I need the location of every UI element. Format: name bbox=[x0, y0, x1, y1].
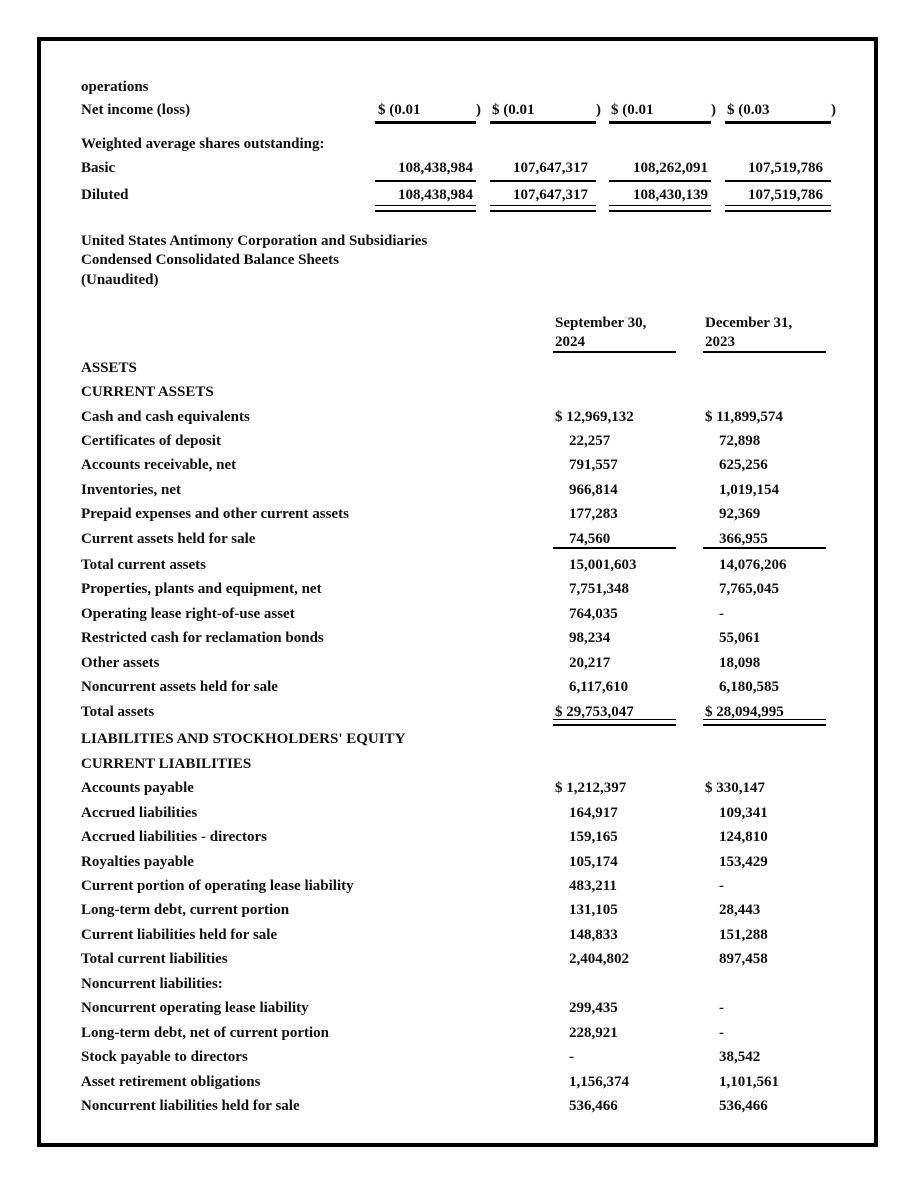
row-label: CURRENT LIABILITIES bbox=[81, 756, 252, 772]
net-income-paren: ) bbox=[831, 102, 836, 118]
net-income-paren: ) bbox=[711, 102, 716, 118]
value-sep-2024: $ 12,969,132 bbox=[555, 409, 634, 425]
diluted-value: 108,438,984 bbox=[398, 187, 473, 203]
diluted-value: 107,519,786 bbox=[748, 187, 823, 203]
double-underline bbox=[725, 205, 831, 212]
basic-value: 107,647,317 bbox=[513, 160, 588, 176]
underline bbox=[725, 121, 831, 124]
underline bbox=[609, 180, 711, 182]
row-label: Restricted cash for reclamation bonds bbox=[81, 630, 324, 646]
value-dec-2023: - bbox=[719, 1025, 724, 1041]
value-sep-2024: 764,035 bbox=[569, 606, 618, 622]
row-label: Total current liabilities bbox=[81, 951, 228, 967]
net-income-value: $ (0.03 bbox=[727, 102, 770, 118]
value-dec-2023: 55,061 bbox=[719, 630, 761, 646]
value-dec-2023: - bbox=[719, 1000, 724, 1016]
statement-title: Condensed Consolidated Balance Sheets bbox=[81, 252, 339, 268]
value-sep-2024: 131,105 bbox=[569, 902, 618, 918]
value-sep-2024: 105,174 bbox=[569, 854, 618, 870]
row-label: Noncurrent liabilities: bbox=[81, 976, 223, 992]
row-label: ASSETS bbox=[81, 360, 137, 376]
underline bbox=[375, 180, 476, 182]
row-label: Inventories, net bbox=[81, 482, 181, 498]
row-label: Accounts receivable, net bbox=[81, 457, 237, 473]
value-sep-2024: 228,921 bbox=[569, 1025, 618, 1041]
row-label: Accounts payable bbox=[81, 780, 194, 796]
row-label: Asset retirement obligations bbox=[81, 1074, 261, 1090]
value-sep-2024: 483,211 bbox=[569, 878, 617, 894]
value-sep-2024: 22,257 bbox=[569, 433, 611, 449]
row-label: Accrued liabilities bbox=[81, 805, 198, 821]
column-header-sep-year: 2024 bbox=[555, 334, 585, 350]
value-sep-2024: 791,557 bbox=[569, 457, 618, 473]
value-sep-2024: 536,466 bbox=[569, 1098, 618, 1114]
basic-value: 107,519,786 bbox=[748, 160, 823, 176]
header-underline bbox=[703, 351, 826, 353]
value-sep-2024: 299,435 bbox=[569, 1000, 618, 1016]
value-dec-2023: - bbox=[719, 606, 724, 622]
row-label: Long-term debt, current portion bbox=[81, 902, 290, 918]
value-dec-2023: 28,443 bbox=[719, 902, 761, 918]
value-sep-2024: 7,751,348 bbox=[569, 581, 629, 597]
value-sep-2024: 164,917 bbox=[569, 805, 618, 821]
row-label: Long-term debt, net of current portion bbox=[81, 1025, 330, 1041]
row-label: Total current assets bbox=[81, 557, 206, 573]
value-sep-2024: 2,404,802 bbox=[569, 951, 629, 967]
underline bbox=[490, 121, 596, 124]
value-dec-2023: 625,256 bbox=[719, 457, 768, 473]
value-sep-2024: $ 29,753,047 bbox=[555, 704, 634, 720]
underline bbox=[375, 121, 476, 124]
value-dec-2023: 18,098 bbox=[719, 655, 761, 671]
row-label: Royalties payable bbox=[81, 854, 194, 870]
value-dec-2023: 92,369 bbox=[719, 506, 761, 522]
row-label: Operating lease right-of-use asset bbox=[81, 606, 295, 622]
row-label: Noncurrent assets held for sale bbox=[81, 679, 278, 695]
value-dec-2023: 124,810 bbox=[719, 829, 768, 845]
subtotal-underline bbox=[553, 547, 676, 549]
column-header-dec: December 31, bbox=[705, 315, 793, 331]
value-sep-2024: 74,560 bbox=[569, 531, 611, 547]
row-label: Certificates of deposit bbox=[81, 433, 221, 449]
value-dec-2023: $ 11,899,574 bbox=[705, 409, 783, 425]
double-underline bbox=[490, 205, 596, 212]
underline bbox=[609, 121, 711, 124]
underline bbox=[490, 180, 596, 182]
value-sep-2024: 98,234 bbox=[569, 630, 611, 646]
row-label: CURRENT ASSETS bbox=[81, 384, 214, 400]
company-name: United States Antimony Corporation and Subsidiaries bbox=[81, 233, 428, 249]
row-label: Accrued liabilities - directors bbox=[81, 829, 267, 845]
total-double-underline bbox=[703, 719, 826, 726]
weighted-shares-heading: Weighted average shares outstanding: bbox=[81, 136, 325, 152]
row-label: Properties, plants and equipment, net bbox=[81, 581, 322, 597]
net-income-value: $ (0.01 bbox=[611, 102, 654, 118]
net-income-label: Net income (loss) bbox=[81, 102, 191, 118]
value-dec-2023: 7,765,045 bbox=[719, 581, 779, 597]
operations-label: operations bbox=[81, 79, 149, 95]
value-dec-2023: 1,019,154 bbox=[719, 482, 779, 498]
row-label: Other assets bbox=[81, 655, 160, 671]
column-header-dec-year: 2023 bbox=[705, 334, 735, 350]
value-dec-2023: 153,429 bbox=[719, 854, 768, 870]
basic-value: 108,438,984 bbox=[398, 160, 473, 176]
header-underline bbox=[553, 351, 676, 353]
value-sep-2024: 148,833 bbox=[569, 927, 618, 943]
value-dec-2023: 109,341 bbox=[719, 805, 768, 821]
row-label: LIABILITIES AND STOCKHOLDERS' EQUITY bbox=[81, 731, 406, 747]
row-label: Current portion of operating lease liability bbox=[81, 878, 354, 894]
value-dec-2023: - bbox=[719, 878, 724, 894]
row-label: Stock payable to directors bbox=[81, 1049, 248, 1065]
value-dec-2023: 366,955 bbox=[719, 531, 768, 547]
value-sep-2024: 966,814 bbox=[569, 482, 618, 498]
row-label: Prepaid expenses and other current assets bbox=[81, 506, 349, 522]
value-dec-2023: 151,288 bbox=[719, 927, 768, 943]
net-income-value: $ (0.01 bbox=[378, 102, 421, 118]
row-label: Total assets bbox=[81, 704, 155, 720]
diluted-value: 108,430,139 bbox=[633, 187, 708, 203]
row-label: Current liabilities held for sale bbox=[81, 927, 278, 943]
basic-value: 108,262,091 bbox=[633, 160, 708, 176]
value-dec-2023: 6,180,585 bbox=[719, 679, 779, 695]
value-dec-2023: 1,101,561 bbox=[719, 1074, 779, 1090]
diluted-label: Diluted bbox=[81, 187, 129, 203]
row-label: Current assets held for sale bbox=[81, 531, 256, 547]
value-sep-2024: - bbox=[569, 1049, 574, 1065]
row-label: Cash and cash equivalents bbox=[81, 409, 250, 425]
row-label: Noncurrent operating lease liability bbox=[81, 1000, 309, 1016]
net-income-paren: ) bbox=[596, 102, 601, 118]
unaudited-note: (Unaudited) bbox=[81, 272, 159, 288]
column-header-sep: September 30, bbox=[555, 315, 647, 331]
value-dec-2023: $ 28,094,995 bbox=[705, 704, 784, 720]
value-sep-2024: 20,217 bbox=[569, 655, 611, 671]
value-sep-2024: 177,283 bbox=[569, 506, 618, 522]
value-dec-2023: 14,076,206 bbox=[719, 557, 787, 573]
value-dec-2023: $ 330,147 bbox=[705, 780, 765, 796]
underline bbox=[725, 180, 831, 182]
value-sep-2024: 6,117,610 bbox=[569, 679, 629, 695]
double-underline bbox=[375, 205, 476, 212]
value-sep-2024: 15,001,603 bbox=[569, 557, 637, 573]
total-double-underline bbox=[553, 719, 676, 726]
value-sep-2024: $ 1,212,397 bbox=[555, 780, 627, 796]
value-dec-2023: 72,898 bbox=[719, 433, 761, 449]
diluted-value: 107,647,317 bbox=[513, 187, 588, 203]
value-dec-2023: 38,542 bbox=[719, 1049, 761, 1065]
value-sep-2024: 1,156,374 bbox=[569, 1074, 629, 1090]
subtotal-underline bbox=[703, 547, 826, 549]
basic-label: Basic bbox=[81, 160, 116, 176]
value-dec-2023: 536,466 bbox=[719, 1098, 768, 1114]
net-income-paren: ) bbox=[476, 102, 481, 118]
net-income-value: $ (0.01 bbox=[492, 102, 535, 118]
value-dec-2023: 897,458 bbox=[719, 951, 768, 967]
double-underline bbox=[609, 205, 711, 212]
row-label: Noncurrent liabilities held for sale bbox=[81, 1098, 300, 1114]
value-sep-2024: 159,165 bbox=[569, 829, 618, 845]
